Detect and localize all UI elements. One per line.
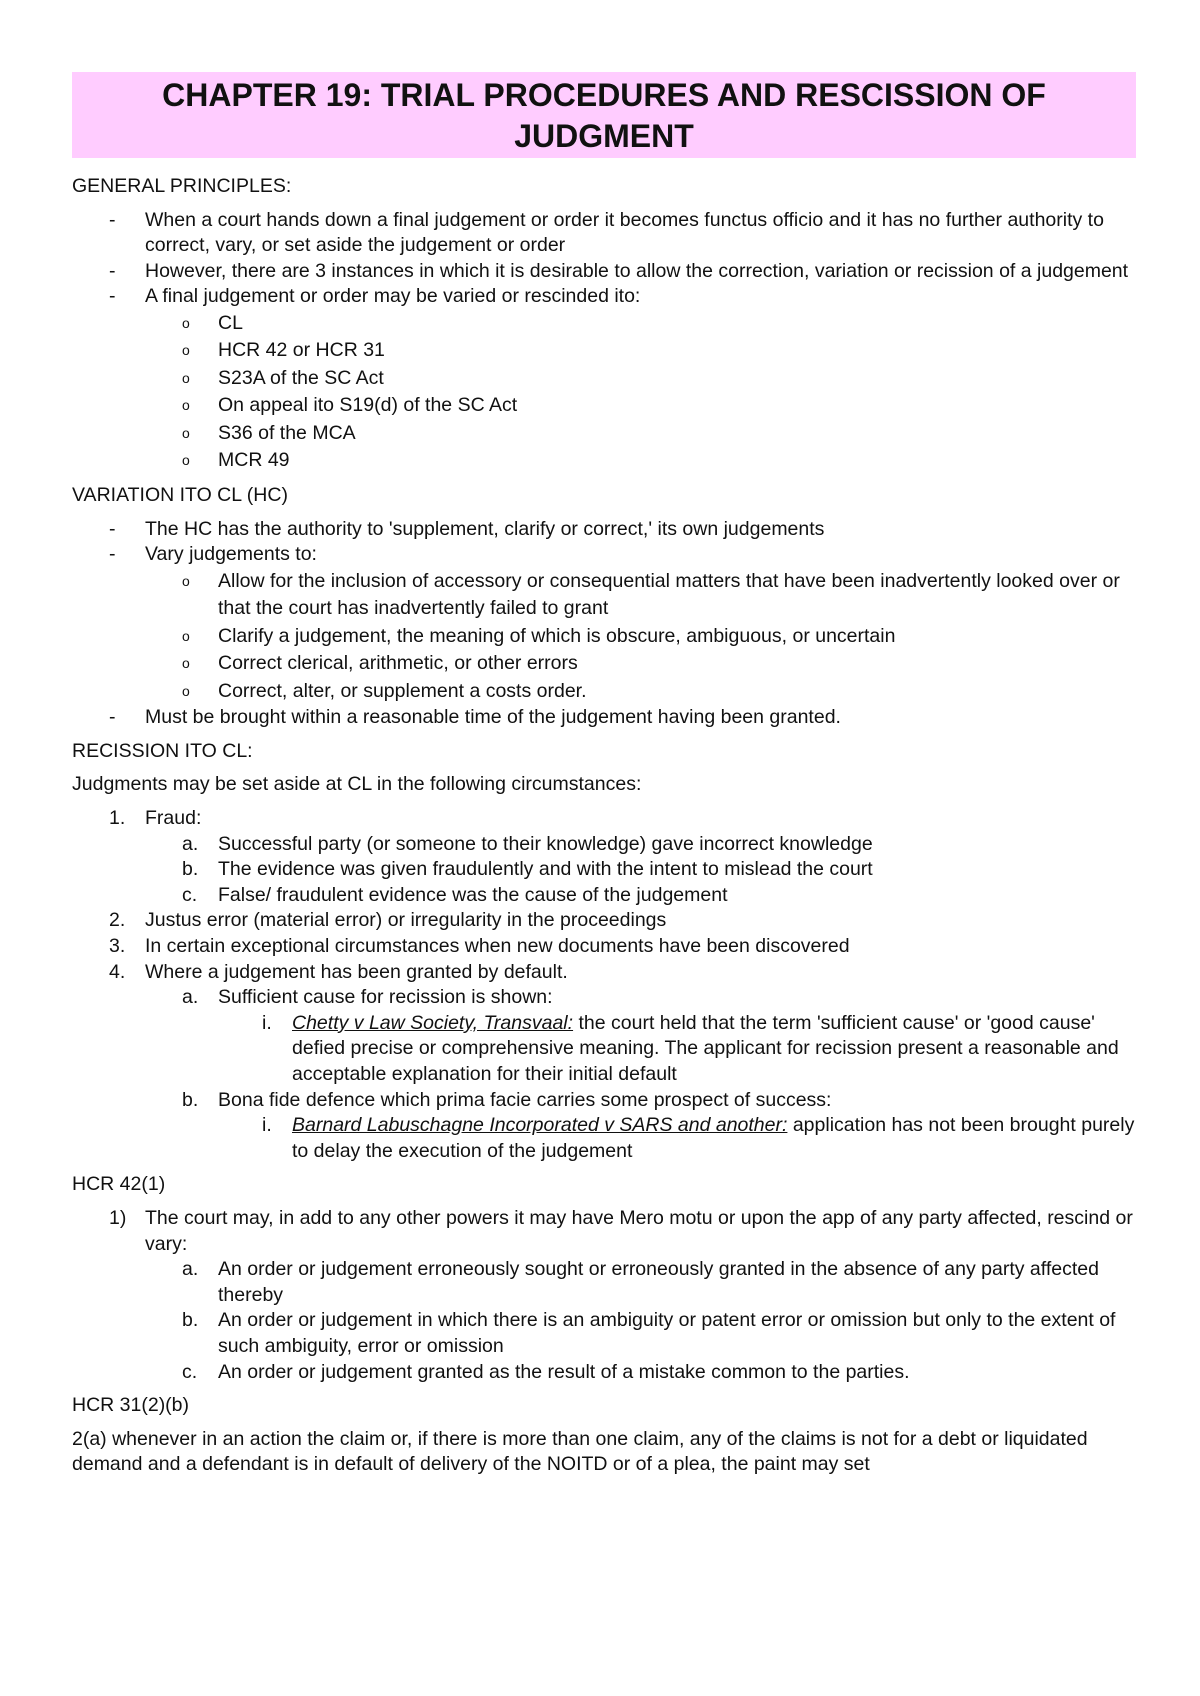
number-marker: 3. — [109, 935, 126, 957]
letter-marker: b. — [182, 1088, 199, 1111]
case-citation: Barnard Labuschagne Incorporated v SARS and another: — [292, 1114, 788, 1137]
letter-marker: a. — [182, 1258, 199, 1281]
list-item: o On appeal ito S19(d) of the SC Act — [72, 392, 1142, 420]
list-item: o S23A of the SC Act — [72, 365, 1142, 393]
letter-marker: c. — [182, 883, 198, 906]
list-item: - The HC has the authority to 'supplement, clarify or correct,' its own judgements — [72, 517, 1142, 543]
list-item: i. Barnard Labuschagne Incorporated v SARS and another: application has not been brought purely to delay the execution of the judgement — [262, 1114, 1135, 1162]
bullet-marker: o — [182, 397, 190, 414]
list-item: 1. Fraud: — [72, 806, 1142, 832]
list-item: a. Successful party (or someone to their knowledge) gave incorrect knowledge — [72, 832, 1142, 858]
list-item: - Must be brought within a reasonable time of the judgement having been granted. — [72, 705, 1142, 731]
dash-marker: - — [109, 517, 116, 540]
list-item: b. Bona fide defence which prima facie carries some prospect of success: — [72, 1088, 1142, 1114]
list-item: - Vary judgements to: — [72, 542, 1142, 568]
letter-marker: c. — [182, 1360, 198, 1383]
list-item: o Correct, alter, or supplement a costs order. — [72, 678, 1142, 706]
section-heading-variation: VARIATION ITO CL (HC) — [72, 483, 288, 506]
number-marker: 1. — [109, 807, 126, 830]
list-item: c. An order or judgement granted as the result of a mistake common to the parties. — [72, 1360, 1142, 1386]
list-item: 2. Justus error (material error) or irregularity in the proceedings — [72, 908, 1142, 934]
roman-marker: i. — [262, 1114, 272, 1137]
list-item: o CL — [72, 310, 1142, 338]
letter-marker: b. — [182, 858, 199, 881]
bullet-marker: o — [182, 314, 190, 331]
dash-marker: - — [109, 706, 116, 729]
case-citation: Chetty v Law Society, Transvaal: — [292, 1011, 574, 1034]
dash-marker: - — [109, 208, 116, 231]
list-item: o Correct clerical, arithmetic, or other errors — [72, 650, 1142, 678]
list-item: - When a court hands down a final judgement or order it becomes functus officio and it has no further authority to correct, vary, or set aside the judgement or order — [109, 208, 1104, 257]
number-marker: 4. — [109, 960, 126, 983]
list-item: - A final judgement or order may be varied or rescinded ito: — [72, 284, 1142, 310]
paragraph: Judgments may be set aside at CL in the following circumstances: — [72, 773, 642, 796]
bullet-marker: o — [182, 627, 190, 644]
bullet-marker: o — [182, 655, 190, 672]
list-item: o Clarify a judgement, the meaning of which is obscure, ambiguous, or uncertain — [72, 623, 1142, 651]
dash-marker: - — [109, 285, 116, 308]
section-heading-rescission: RECISSION ITO CL: — [72, 739, 253, 762]
bullet-marker: o — [182, 424, 190, 441]
section-heading-general: GENERAL PRINCIPLES: — [72, 175, 292, 197]
list-item: o S36 of the MCA — [72, 420, 1142, 448]
paragraph: 2(a) whenever in an action the claim or, if there is more than one claim, any of the claims is not for a debt or liquidated demand and a defendant is in default of delivery of the NOITD or of a plea, the paint may set — [72, 1427, 1088, 1476]
bullet-marker: o — [182, 572, 190, 589]
letter-marker: b. — [182, 1309, 199, 1332]
list-item: - However, there are 3 instances in which it is desirable to allow the correction, variation or recission of a judgement — [72, 259, 1142, 285]
roman-marker: i. — [262, 1011, 272, 1034]
list-item: o HCR 42 or HCR 31 — [72, 337, 1142, 365]
section-heading-hcr31: HCR 31(2)(b) — [72, 1394, 190, 1417]
dash-marker: - — [109, 543, 116, 566]
bullet-marker: o — [182, 342, 190, 359]
bullet-marker: o — [182, 369, 190, 386]
bullet-marker: o — [182, 682, 190, 699]
number-marker: 1) — [109, 1206, 127, 1229]
list-item: 1) The court may, in add to any other powers it may have Mero motu or upon the app of any party affected, rescind or vary: — [109, 1206, 1133, 1255]
list-item: 4. Where a judgement has been granted by default. — [72, 960, 1142, 986]
list-item: a. Sufficient cause for recission is shown: — [72, 985, 1142, 1011]
list-item: b. The evidence was given fraudulently and with the intent to mislead the court — [72, 857, 1142, 883]
number-marker: 2. — [109, 909, 126, 932]
document-body — [72, 168, 1142, 1486]
bullet-marker: o — [182, 452, 190, 469]
list-item: o Allow for the inclusion of accessory or consequential matters that have been inadvertently looked over or that the court has inadvertently failed to grant — [182, 569, 1120, 620]
list-item: a. An order or judgement erroneously sought or erroneously granted in the absence of any party affected thereby — [182, 1258, 1099, 1306]
dash-marker: - — [109, 259, 116, 282]
letter-marker: a. — [182, 986, 199, 1009]
list-item: o MCR 49 — [72, 447, 1142, 475]
list-item: c. False/ fraudulent evidence was the cause of the judgement — [72, 883, 1142, 909]
chapter-title: CHAPTER 19: TRIAL PROCEDURES AND RESCISSION OF JUDGMENT — [72, 72, 1136, 158]
list-item: i. Chetty v Law Society, Transvaal: the court held that the term 'sufficient cause' or 'good cause' defied precise or comprehensive meaning. The applicant for recission present a reasonable and acceptable explanation for their initial default — [262, 1011, 1119, 1085]
list-item: 3. In certain exceptional circumstances when new documents have been discovered — [72, 934, 1142, 960]
section-heading-hcr42: HCR 42(1) — [72, 1173, 166, 1196]
letter-marker: a. — [182, 832, 199, 855]
list-item: b. An order or judgement in which there is an ambiguity or patent error or omission but only to the extent of such ambiguity, error or omission — [182, 1309, 1116, 1357]
